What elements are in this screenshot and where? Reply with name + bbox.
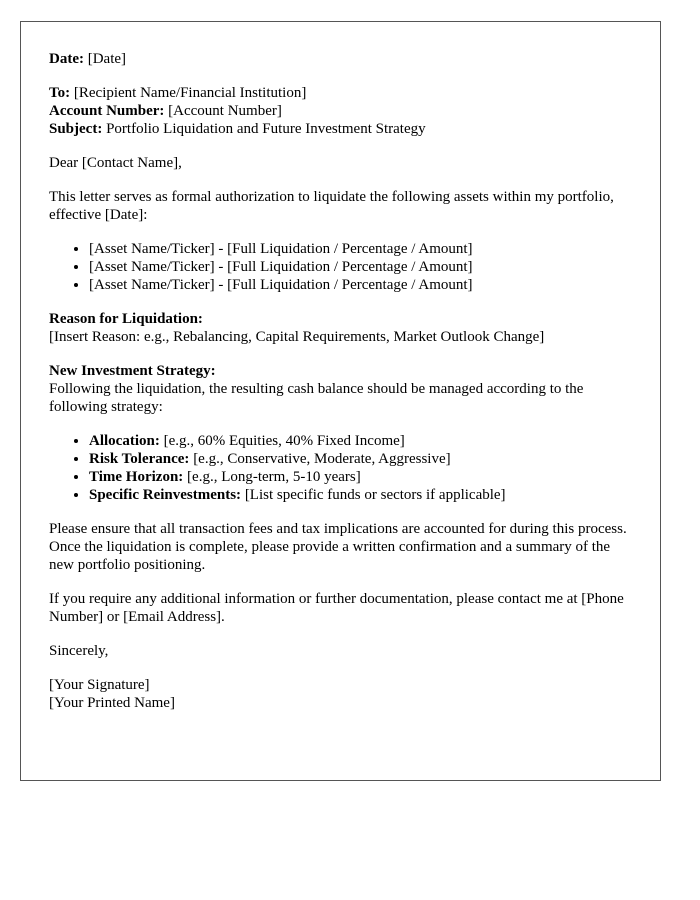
to-label: To: [49, 85, 71, 101]
asset-list-item: • [Asset Name/Ticker] - [Full Liquidation / Percentage / Amount] [89, 276, 632, 294]
reason-heading [49, 310, 632, 328]
printed-name: [Your Printed Name] [49, 695, 175, 711]
fees-paragraph: Please ensure that all transaction fees and tax implications are accounted for during this process. Once the liquidation is complete, please provide a written confirmation and a summary of the new portfolio positioning. [49, 521, 627, 573]
strategy-list-item [89, 468, 632, 486]
time-horizon-value: [e.g., Long-term, 5-10 years] [187, 469, 361, 485]
account-line [49, 102, 632, 120]
strategy-list-item [89, 486, 632, 504]
to-line [49, 84, 632, 102]
recipient-block [49, 84, 632, 138]
strategy-list [49, 432, 632, 504]
risk-tolerance-value: [e.g., Conservative, Moderate, Aggressive] [193, 451, 451, 467]
subject-value: Portfolio Liquidation and Future Investment Strategy [106, 121, 426, 137]
subject-line [49, 120, 632, 138]
contact-paragraph: If you require any additional information or further documentation, please contact me at [Phone Number] or [Email Address]. [49, 591, 624, 625]
date-line [49, 50, 632, 68]
letter-page [20, 21, 661, 781]
intro-paragraph: This letter serves as formal authorization to liquidate the following assets within my portfolio, effective [Date]: [49, 189, 614, 223]
allocation-label: Allocation: [89, 433, 160, 449]
account-label: Account Number: [49, 103, 165, 119]
to-value: [Recipient Name/Financial Institution] [73, 85, 307, 101]
date-value: [Date] [87, 51, 127, 67]
time-horizon-label: Time Horizon: [89, 469, 184, 485]
reason-section [49, 310, 632, 346]
specific-reinvestments-label: Specific Reinvestments: [89, 487, 242, 503]
signature-block [49, 676, 632, 712]
asset-list-item: • [Asset Name/Ticker] - [Full Liquidation / Percentage / Amount] [89, 258, 632, 276]
risk-tolerance-label: Risk Tolerance: [89, 451, 190, 467]
specific-reinvestments-value: [List specific funds or sectors if applicable] [244, 487, 506, 503]
signature-placeholder: [Your Signature] [49, 677, 150, 693]
date-label: Date: [49, 51, 84, 67]
strategy-heading-text: New Investment Strategy: [49, 363, 216, 379]
salutation: Dear [Contact Name], [49, 155, 182, 171]
reason-heading-text: Reason for Liquidation: [49, 311, 203, 327]
asset-list [49, 240, 632, 294]
account-value: [Account Number] [168, 103, 282, 119]
strategy-text: Following the liquidation, the resulting cash balance should be managed according to the following strategy: [49, 381, 584, 415]
strategy-section [49, 362, 632, 416]
strategy-list-item [89, 450, 632, 468]
closing: Sincerely, [49, 643, 109, 659]
strategy-heading [49, 362, 632, 380]
subject-label: Subject: [49, 121, 103, 137]
allocation-value: [e.g., 60% Equities, 40% Fixed Income] [163, 433, 405, 449]
reason-text: [Insert Reason: e.g., Rebalancing, Capital Requirements, Market Outlook Change] [49, 329, 545, 345]
asset-list-item: • [Asset Name/Ticker] - [Full Liquidation / Percentage / Amount] [89, 240, 632, 258]
strategy-list-item [89, 432, 632, 450]
